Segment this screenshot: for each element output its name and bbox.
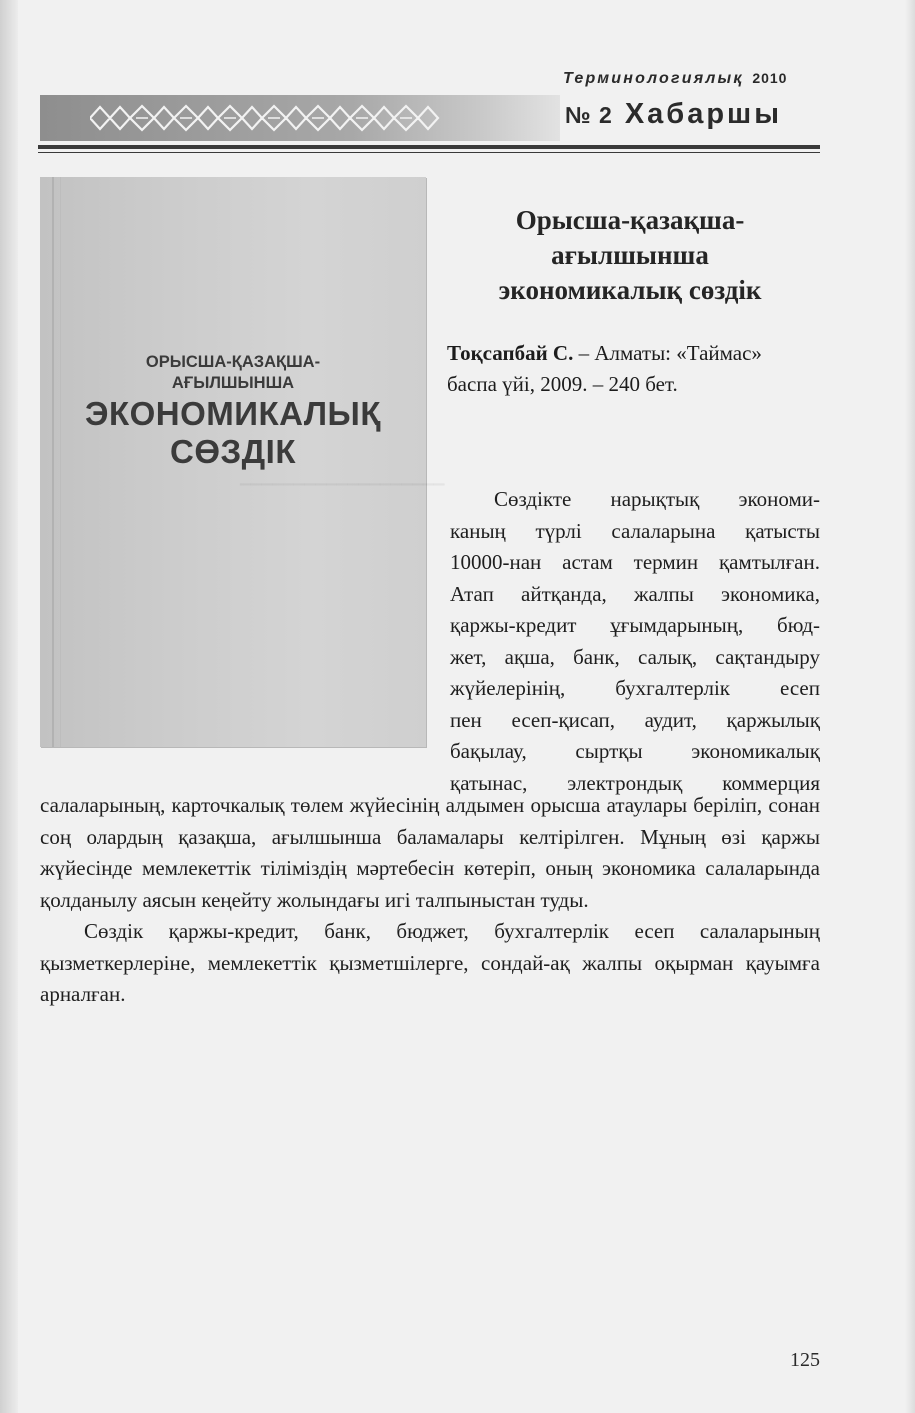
paragraph-line: жет, ақша, банк, салық, сақтандыру	[450, 644, 820, 669]
scan-edge-right	[905, 0, 915, 1413]
article-title-line: Орысша-қазақша-	[515, 205, 745, 235]
paragraph-line: қаржы-кредит ұғымдарының, бюд-	[450, 613, 820, 637]
cover-main-line: СӨЗДІК	[170, 433, 296, 470]
paragraph-line: каның түрлі салаларына қатысты	[450, 518, 820, 543]
author-name: Тоқсапбай С.	[447, 341, 574, 365]
cover-subtitle-line: АҒЫЛШЫНША	[171, 374, 295, 392]
cover-main-title	[40, 395, 426, 471]
journal-title: Хабаршы	[624, 98, 782, 130]
cover-main-line: ЭКОНОМИКАЛЫҚ	[85, 395, 381, 432]
journal-issue-title	[565, 98, 823, 131]
article-title-line: экономикалық сөздік	[498, 275, 762, 305]
header-rule-thick	[38, 145, 820, 149]
paragraph-narrow-column	[450, 484, 820, 799]
paragraph: Сөздік қаржы-кредит, банк, бюджет, бухгалтерлік есеп салаларының қызметкерлеріне, мемлекеттік қызметшілерге, сондай-ақ жалпы оқырман қауымға арналған.	[40, 919, 820, 1006]
cover-subtitle-line: ОРЫСША-ҚАЗАҚША-	[145, 353, 321, 371]
header-rule-thin	[38, 152, 820, 153]
bibliographic-reference	[447, 338, 827, 400]
publication-details: баспа үйі, 2009. – 240 бет.	[447, 372, 678, 396]
page-number: 125	[790, 1349, 820, 1371]
journal-name	[563, 70, 823, 88]
article-title	[440, 203, 820, 308]
paragraph-line: Сөздікте нарықтық экономи-	[494, 487, 820, 511]
cover-subtitle	[40, 352, 426, 394]
paragraph-line: бақылау, сыртқы экономикалық	[450, 739, 820, 763]
paragraph-line: пен есеп-қисап, аудит, қаржылық	[450, 707, 820, 732]
journal-word: Терминологиялық	[563, 70, 744, 87]
article-title-line: ағылшынша	[551, 240, 709, 270]
paragraph-line: 10000-нан астам термин қамтылған.	[450, 550, 820, 574]
paragraph-continuation: салаларының, карточкалық төлем жүйесінің алдымен орысша атаулары беріліп, сонан соң олардың қазақша, ағылшынша баламалары келтірілген. Мұның өзі қаржы жүйесінде мемлекеттік тіліміздің мәртебесін көтеріп, оның экономика салаларында қолданылу аясын кеңейту жолындағы игі талпыныстан туды.	[40, 793, 820, 912]
ornament-band	[40, 95, 560, 141]
issue-number: № 2	[565, 102, 613, 128]
paragraph-line: қатынас, электрондық коммерция	[450, 770, 820, 795]
ornament-pattern-icon	[90, 101, 450, 135]
paragraph-line: жүйелерінің, бухгалтерлік есеп	[450, 676, 820, 700]
journal-year: 2010	[752, 70, 788, 86]
bleed-through-text: ▁▁▁▁▁▁▁▁▁▁▁▁▁▁▁▁▁▁▁	[240, 471, 445, 486]
paragraph-line: Атап айтқанда, жалпы экономика,	[450, 581, 820, 606]
paragraph-wide-column	[40, 790, 820, 1011]
publisher-info: – Алматы: «Таймас»	[573, 341, 762, 365]
scan-edge-left	[0, 0, 18, 1413]
